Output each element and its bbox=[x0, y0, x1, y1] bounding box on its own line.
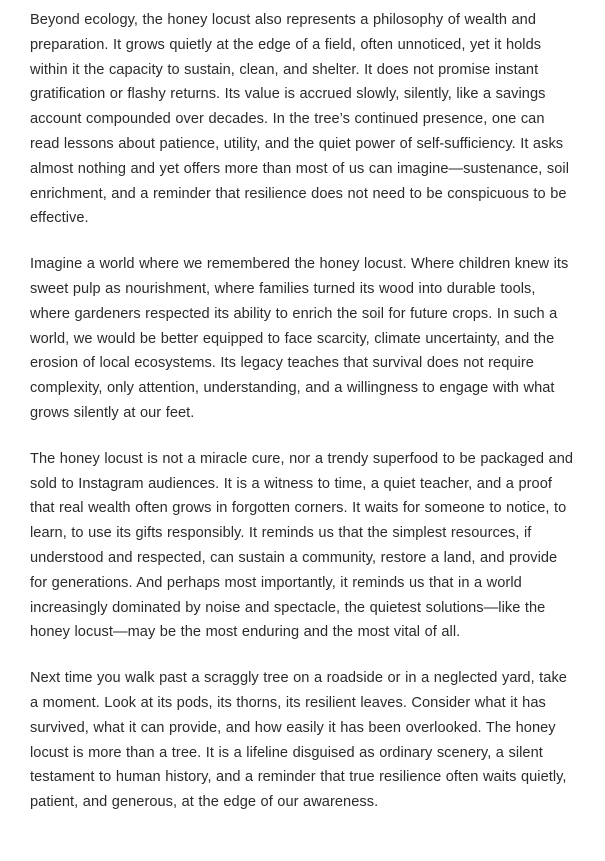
paragraph-not-a-miracle-cure: The honey locust is not a miracle cure, nor a trendy superfood to be packaged and sold to Instagram audiences. It is a witness to time, a quiet teacher, and a proof that real wealth often grows in forgotten corners. It waits for someone to notice, to learn, to use its gifts responsibly. It reminds us that the simplest resources, if understood and respected, can sustain a community, restore a land, and provide for generations. And perhaps most importantly, it reminds us that in a world increasingly dominated by noise and spectacle, the quietest solutions—like the honey locust—may be the most enduring and the most vital of all. bbox=[30, 450, 574, 641]
paragraph-wealth-and-preparation: Beyond ecology, the honey locust also represents a philosophy of wealth and preparation. It grows quietly at the edge of a field, often unnoticed, yet it holds within it the capacity to sustain, clean, and shelter. It does not promise instant gratification or flashy returns. Its value is accrued slowly, silently, like a savings account compounded over decades. In the tree’s continued presence, one can read lessons about patience, utility, and the quiet power of self-sufficiency. It asks almost nothing and yet offers more than most of us can imagine—sustenance, soil enrichment, and a reminder that resilience does not need to be conspicuous to be effective. bbox=[30, 12, 570, 227]
article-body bbox=[30, 8, 576, 815]
paragraph-imagine-a-world: Imagine a world where we remembered the honey locust. Where children knew its sweet pulp as nourishment, where families turned its wood into durable tools, where gardeners respected its ability to enrich the soil for future crops. In such a world, we would be better equipped to face scarcity, climate uncertainty, and the erosion of local ecosystems. Its legacy teaches that survival does not require complexity, only attention, understanding, and a willingness to engage with what grows silently at our feet. bbox=[30, 256, 569, 421]
paragraph-next-time: Next time you walk past a scraggly tree on a roadside or in a neglected yard, take a moment. Look at its pods, its thorns, its resilient leaves. Consider what it has survived, what it can provide, and how easily it has been overlooked. The honey locust is more than a tree. It is a lifeline disguised as ordinary scenery, a silent testament to human history, and a reminder that true resilience often waits quietly, patient, and generous, at the edge of our awareness. bbox=[30, 670, 567, 811]
